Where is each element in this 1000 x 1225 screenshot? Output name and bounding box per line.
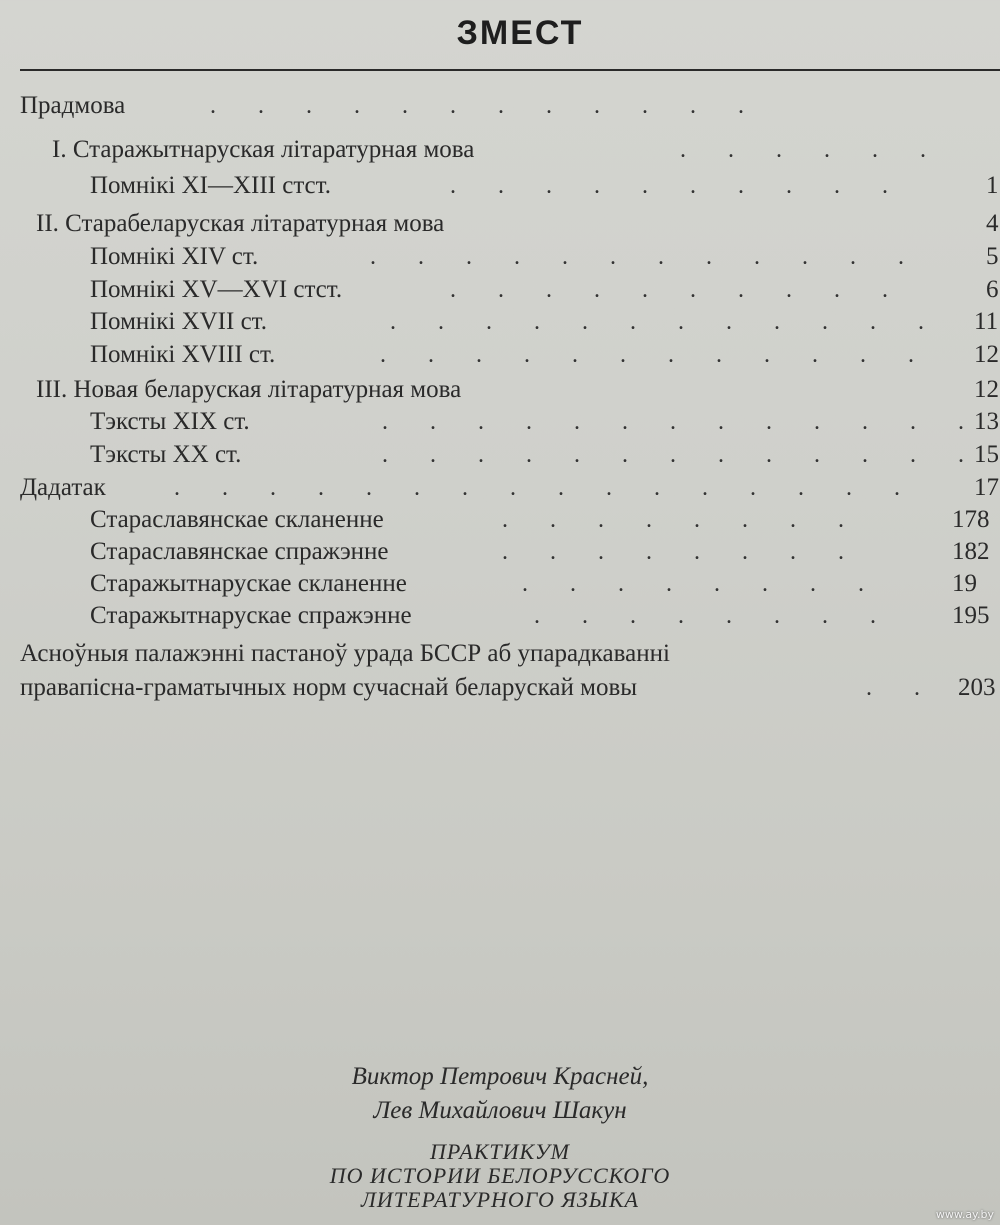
toc-entry-label: Старaславянскае скланенне xyxy=(90,506,384,533)
toc-entry xyxy=(36,208,1000,240)
toc-entry xyxy=(36,374,1000,406)
toc-entry xyxy=(90,600,1000,632)
toc-entry-page: 1 xyxy=(986,172,999,199)
toc-entry xyxy=(90,274,1000,306)
leader-dots: . . xyxy=(866,675,920,701)
toc-entry-page: 15 xyxy=(974,441,999,468)
leader-dots: . . . . . . . . . . . . . . . . xyxy=(150,475,900,501)
toc-entry xyxy=(90,568,1000,600)
toc-entry-label: Асноўныя палажэнні пастаноў урада БССР аб упарадкаванні xyxy=(20,640,670,667)
author-name: Виктор Петрович Красней, xyxy=(351,1063,649,1090)
toc-entry-label: Тэксты XX ст. xyxy=(90,441,242,468)
leader-dots: . . . . . . . . . . xyxy=(450,277,888,303)
book-title-line: ЛИТЕРАТУРНОГО ЯЗЫКА xyxy=(360,1187,639,1212)
toc-entry-label: Старажытнарускае скланенне xyxy=(90,570,407,597)
toc-entry-label: I. Старажытнаруская літаратурная мова xyxy=(52,136,475,163)
book-title-line: ПРАКТИКУМ xyxy=(429,1139,570,1164)
toc-entry xyxy=(90,504,1000,536)
authors xyxy=(0,1060,1000,1128)
toc-entry-page: 12 xyxy=(974,376,999,403)
toc-entry-page: 4 xyxy=(986,210,999,237)
title-rule xyxy=(20,69,1000,71)
leader-dots: . . . . . . . . . . . . . xyxy=(286,442,964,468)
toc-entry-page: 5 xyxy=(986,243,999,270)
leader-dots: . . . . . . . . . . . . xyxy=(210,93,744,119)
leader-dots: . . . . . . . . . . . . . xyxy=(286,409,964,435)
leader-dots: . . . . . . . . . . . . xyxy=(380,342,914,368)
book-title xyxy=(0,1140,1000,1212)
page-title: ЗМЕСТ xyxy=(456,14,584,52)
toc-entry-label: II. Старабеларуская літаратурная мова xyxy=(36,210,445,237)
toc-entry xyxy=(90,406,1000,438)
toc-entry xyxy=(20,472,1000,504)
leader-dots: . . . . . . . . xyxy=(522,571,864,597)
toc-entry-page: 195 xyxy=(952,602,990,629)
toc-entry xyxy=(90,306,1000,338)
site-watermark: www.ay.by xyxy=(935,1208,994,1221)
toc-entry-label: Помнікі XIV ст. xyxy=(90,243,259,270)
toc-entry-page: 12 xyxy=(974,341,999,368)
leader-dots: . . . . . . . . . . . . xyxy=(370,244,904,270)
leader-dots: . . . . . . . . . . . . xyxy=(366,309,924,335)
toc-entry xyxy=(90,339,1000,371)
toc-entry xyxy=(20,638,1000,670)
toc-entry-label: Помнікі XV—XVI стст. xyxy=(90,276,343,303)
toc-entry-label: Старажытнарускае спражэнне xyxy=(90,602,412,629)
toc-entry-page: 17 xyxy=(974,474,999,501)
toc-entry xyxy=(90,439,1000,471)
toc-entry xyxy=(52,134,1000,166)
leader-dots: . . . . . . . . xyxy=(502,539,844,565)
toc-entry xyxy=(20,672,1000,704)
toc-entry-page: 13 xyxy=(974,408,999,435)
leader-dots: . . . . . . . . xyxy=(534,603,876,629)
toc-entry-page: 182 xyxy=(952,538,990,565)
toc-entry xyxy=(90,536,1000,568)
toc-entry-label: Тэксты XIX ст. xyxy=(90,408,250,435)
author-name: Лев Михайлович Шакун xyxy=(373,1097,627,1124)
toc-entry-page: 19 xyxy=(952,570,977,597)
toc-entry-label: правапісна-граматычных норм сучаснай беларускай мовы xyxy=(20,674,638,701)
leader-dots: . . . . . . xyxy=(680,137,926,163)
toc-entry-label: Помнікі XI—XIII стст. xyxy=(90,172,331,199)
toc-entry xyxy=(90,241,1000,273)
toc-entry xyxy=(20,90,1000,122)
toc-entry-label: Помнікі XVIII ст. xyxy=(90,341,276,368)
toc-entry-label: III. Новая беларуская літаратурная мова xyxy=(36,376,462,403)
toc-entry-page: 6 xyxy=(986,276,999,303)
toc-entry-label: Дадатак xyxy=(20,474,106,501)
toc-entry-page: 11 xyxy=(974,308,999,335)
leader-dots: . . . . . . . . . . xyxy=(450,173,888,199)
toc-entry-page: 203 xyxy=(958,674,996,701)
leader-dots: . . . . . . . . xyxy=(502,507,844,533)
toc-entry-label: Старaславянскае спражэнне xyxy=(90,538,389,565)
toc-entry-label: Прадмова xyxy=(20,92,126,119)
toc-entry xyxy=(90,170,1000,202)
toc-entry-label: Помнікі XVII ст. xyxy=(90,308,267,335)
book-title-line: ПО ИСТОРИИ БЕЛОРУССКОГО xyxy=(329,1163,671,1188)
toc-entry-page: 178 xyxy=(952,506,990,533)
